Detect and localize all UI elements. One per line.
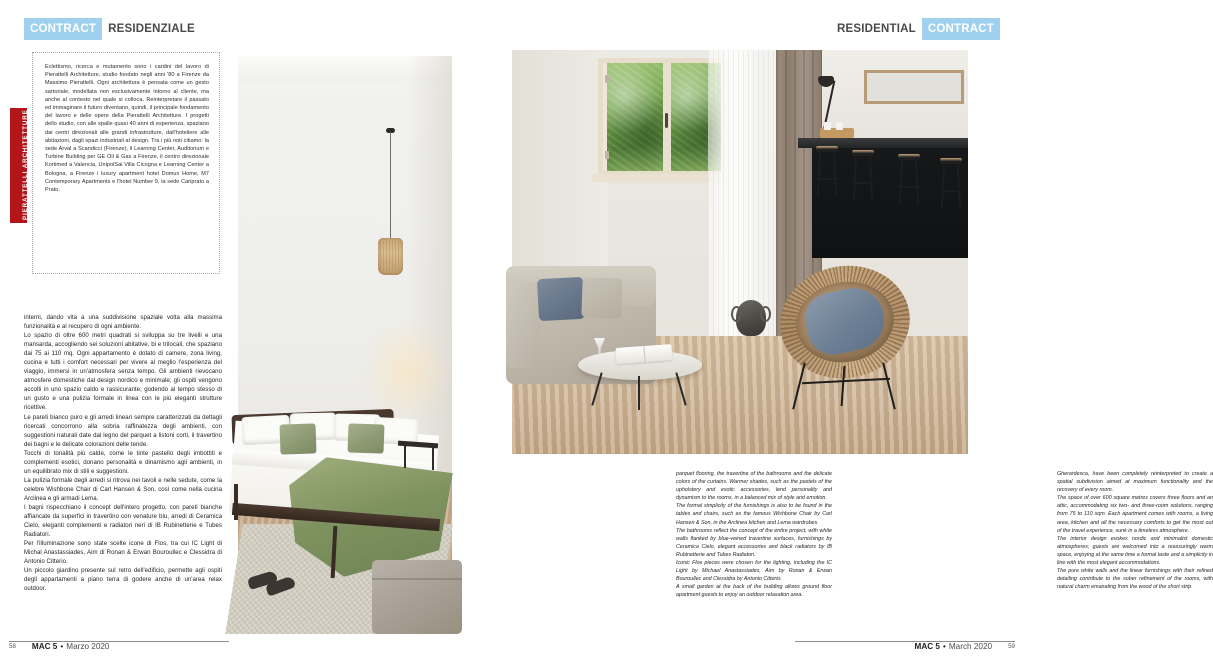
paragraph: The space of over 600 square metres covers three floors and an attic, accommodating six two- and three-room solutions, ranging from 75 to 110 sqm. Each apartment comes with rooms, a living area, kitchen and all the necessary comforts to get the most out of the travel experience, sunk in a timeless atmosphere. <box>1057 495 1213 534</box>
left-page <box>0 0 512 667</box>
paragraph: A small garden at the back of the building allows ground floor apartment guests to enjoy an outdoor relaxation area. <box>676 584 832 599</box>
paragraph: La pulizia formale degli arredi si ritrova nei tavoli e nelle sedute, come la celebre Wishbone Chair di Carl Hansen & Son, così come nella cucina Arclinea e gli armadi Lema. <box>24 476 222 502</box>
window-pane <box>607 63 663 171</box>
italian-body-column <box>24 313 222 593</box>
stool-leg <box>915 160 919 204</box>
stool-leg <box>869 156 873 200</box>
paragraph: The pure white walls and the linear furnishings with their refined detailing contribute to the sober refinement of the rooms, with natural charm emanating from the wood of the short strip <box>1057 568 1213 591</box>
stool-crossbar <box>941 190 961 192</box>
table-leg <box>638 376 640 410</box>
stool-crossbar <box>817 178 837 180</box>
stool-leg <box>941 164 945 208</box>
side-tab-label: PIERATTELLI ARCHITETTURE <box>22 109 29 220</box>
stool-crossbar <box>899 186 919 188</box>
nightstand-leg <box>432 448 434 470</box>
window-hinge <box>605 151 609 159</box>
stool-leg <box>899 160 903 204</box>
side-tab-studio-name <box>10 108 27 223</box>
cup <box>824 122 831 130</box>
masthead-title: MAC 5 <box>914 641 940 651</box>
ceramic-vase <box>736 300 766 336</box>
running-head-right <box>831 18 1000 40</box>
paragraph: The formal simplicity of the furnishings is also to be found in the tables and chairs, such as the famous Wishbone Chair by Carl Hansen & Son, in the Arclinea kitchen and Lema wardrobes. <box>676 503 832 526</box>
bed-leg <box>234 484 238 520</box>
paragraph: Un piccolo giardino presente sul retro dell'edificio, permette agli ospiti degli appartamenti a piano terra di godere anche di un'area relax outdoor. <box>24 567 222 593</box>
blue-cushion <box>537 277 585 321</box>
masthead <box>915 642 993 651</box>
nightstand-leg <box>404 446 406 468</box>
living-room-photo <box>512 50 968 454</box>
paragraph: Lo spazio di oltre 600 metri quadrati si sviluppa su tre livelli e una mansarda, accogliendo sei soluzioni abitative, bi e trilocali, che spaziano dai 75 ai 110 mq. Ogni appartamento è dotato di camere, zona living, cucina e tutti i comfort necessari per vivere al meglio l'esperienza del viaggio, immersi in un'atmosfera senza tempo. Gli ambienti rievocano atmosfere domestiche dal design nordico e minimale; gli ospiti vengono accolti in uno spazio caldo e rassicurante, godendo al tempo stesso di un gusto e una pulizia formale in linea con le più eleganti strutture ricettive. <box>24 332 222 412</box>
beige-cushion <box>581 277 622 318</box>
issue-date: March 2020 <box>948 641 993 651</box>
stool-leg <box>853 156 857 200</box>
rattan-lounge-chair <box>780 266 910 398</box>
running-head-brand: CONTRACT <box>24 18 102 40</box>
intro-text: Eclettismo, ricerca e mutamento sono i cardini del lavoro di Pierattelli Architetture, studio fondato negli anni '80 a Firenze da Massimo Pierattelli. Ogni architettura è pensata come un gesto sartoriale, modellata non esclusivamente intorno al cliente, ma anche al contesto nel quale si colloca. Reinterpretare il passato ed immaginare il futuro diventano, quindi, il principale fondamento del lavoro e delle opere della Pierattelli Architetture. I progetti dello studio, con alle spalle quasi 40 anni di esperienza, spaziano dai centri direzionali alle grandi infrastrutture, dall'hoteliere alle abitazioni, dagli spazi industriali al design. Tra i più noti citiamo: la sede Arval a Scandicci (Firenze), il Learning Center, Auditorium e Turbine Building per GE Oil & Gas a Firenze, il centro direzionale Kortimed a Valencia, UnipolSai Villa Cicogna e Learning Center a Bologna, a Firenze i luxury apartment hotel Domux Home, M7 Contemporary Apartments e l'hotel Number 9, la sede Cariprato a Prato. <box>45 64 209 194</box>
english-body-column-1 <box>1057 470 1213 591</box>
masthead-separator: • <box>60 641 64 651</box>
paragraph: interni, dando vita a una suddivisione spaziale volta alla massima funzionalità e al recupero di ogni ambiente. <box>24 314 222 331</box>
window-hinge <box>605 75 609 83</box>
paragraph: Per l'illuminazione sono state scelte icone di Flos, tra cui IC Light di Michal Anastassiades, Aim di Ronan & Erwan Bouroullec e Clessidra di Antonio Citterio. <box>24 540 222 566</box>
green-cushion <box>348 423 385 453</box>
running-head-section: RESIDENZIALE <box>108 23 195 35</box>
stool-leg <box>833 152 837 196</box>
right-page <box>512 0 1213 667</box>
paragraph: Iconic Flos pieces were chosen for the lighting, including the IC Light by Michael Anastassiades, Aim by Ronan & Erwan Bouroullec and Clessidra by Antonio Citterio. <box>676 560 832 583</box>
paragraph: The interior design evokes nordic and minimalist domestic atmospheres; guests are welcomed into a reassuringly warm space, enjoying at the same time a formal taste and a simplicity in line with the most elegant accommodations. <box>1057 535 1213 567</box>
masthead <box>32 642 110 651</box>
paragraph: The bathrooms reflect the concept of the entire project, with white walls flanked by blue-veined travertine surfaces, furnishings by Ceramica Cielo, elegant accessories and black radiators by IB Rubinetterie and Tubes Radiatori. <box>676 527 832 558</box>
upholstered-bench <box>372 560 462 634</box>
green-cushion <box>279 423 316 454</box>
masthead-separator: • <box>942 641 946 651</box>
pendant-cord <box>390 132 391 240</box>
issue-date: Marzo 2020 <box>66 641 110 651</box>
intro-box <box>32 52 220 274</box>
chair-leg-crossbar <box>802 378 890 385</box>
bar-stool <box>816 146 838 196</box>
sofa-armrest <box>506 282 540 368</box>
running-head-left <box>24 18 201 40</box>
rattan-pendant-shade <box>378 238 403 275</box>
page-number: 58 <box>9 642 16 650</box>
footer-right <box>915 635 1016 657</box>
paragraph: Gherardesca, have been completely reinterpreted to create a spatial subdivision aimed at maximum functionality and the recovery of every room. <box>1057 471 1213 494</box>
running-head-section: RESIDENTIAL <box>837 23 916 35</box>
bar-stool <box>852 150 874 200</box>
english-body-column-2 <box>676 470 832 600</box>
stool-leg <box>957 164 961 208</box>
cup <box>836 122 843 130</box>
paragraph: parquet flooring, the travertine of the bathrooms and the delicate colors of the curtains. Warmer shades, such as the pastels of the upholstery and exotic accessories, lend personality and dynamism to the rooms, in a balanced mix of style and emotion. <box>676 471 832 502</box>
footer-left <box>9 635 110 657</box>
paragraph: Le pareti bianco puro e gli arredi lineari sempre caratterizzati da dettagli ricercati concorrono alla sobria raffinatezza degli ambienti, con suggestioni naturali date dal legno del parquet a listoni corti, il travertino dei bagni e le delicate colorazioni delle tende. <box>24 413 222 448</box>
bedroom-photo <box>238 56 452 634</box>
paragraph: I bagni rispecchiano il concept dell'intero progetto, con pareti bianche affiancate da superfici in travertino con venature blu, arredi di Ceramica Cielo, eleganti complementi e radiatori neri di IB Rubinetterie e Tubes Radiatori. <box>24 503 222 539</box>
masthead-title: MAC 5 <box>31 641 58 651</box>
wall-mirror <box>864 70 964 104</box>
paragraph: Tocchi di tonalità più calde, come le tinte pastello degli imbottiti e complementi esotici, donano personalità e dinamismo agli ambienti, in un equilibrato mix di stili e suggestioni. <box>24 449 222 475</box>
window-handle <box>665 113 668 128</box>
stool-leg <box>817 152 821 196</box>
page-number: 59 <box>1008 642 1015 650</box>
bar-stool <box>898 154 920 204</box>
stool-crossbar <box>853 182 873 184</box>
running-head-brand: CONTRACT <box>922 18 1000 40</box>
bar-stool <box>940 158 962 208</box>
